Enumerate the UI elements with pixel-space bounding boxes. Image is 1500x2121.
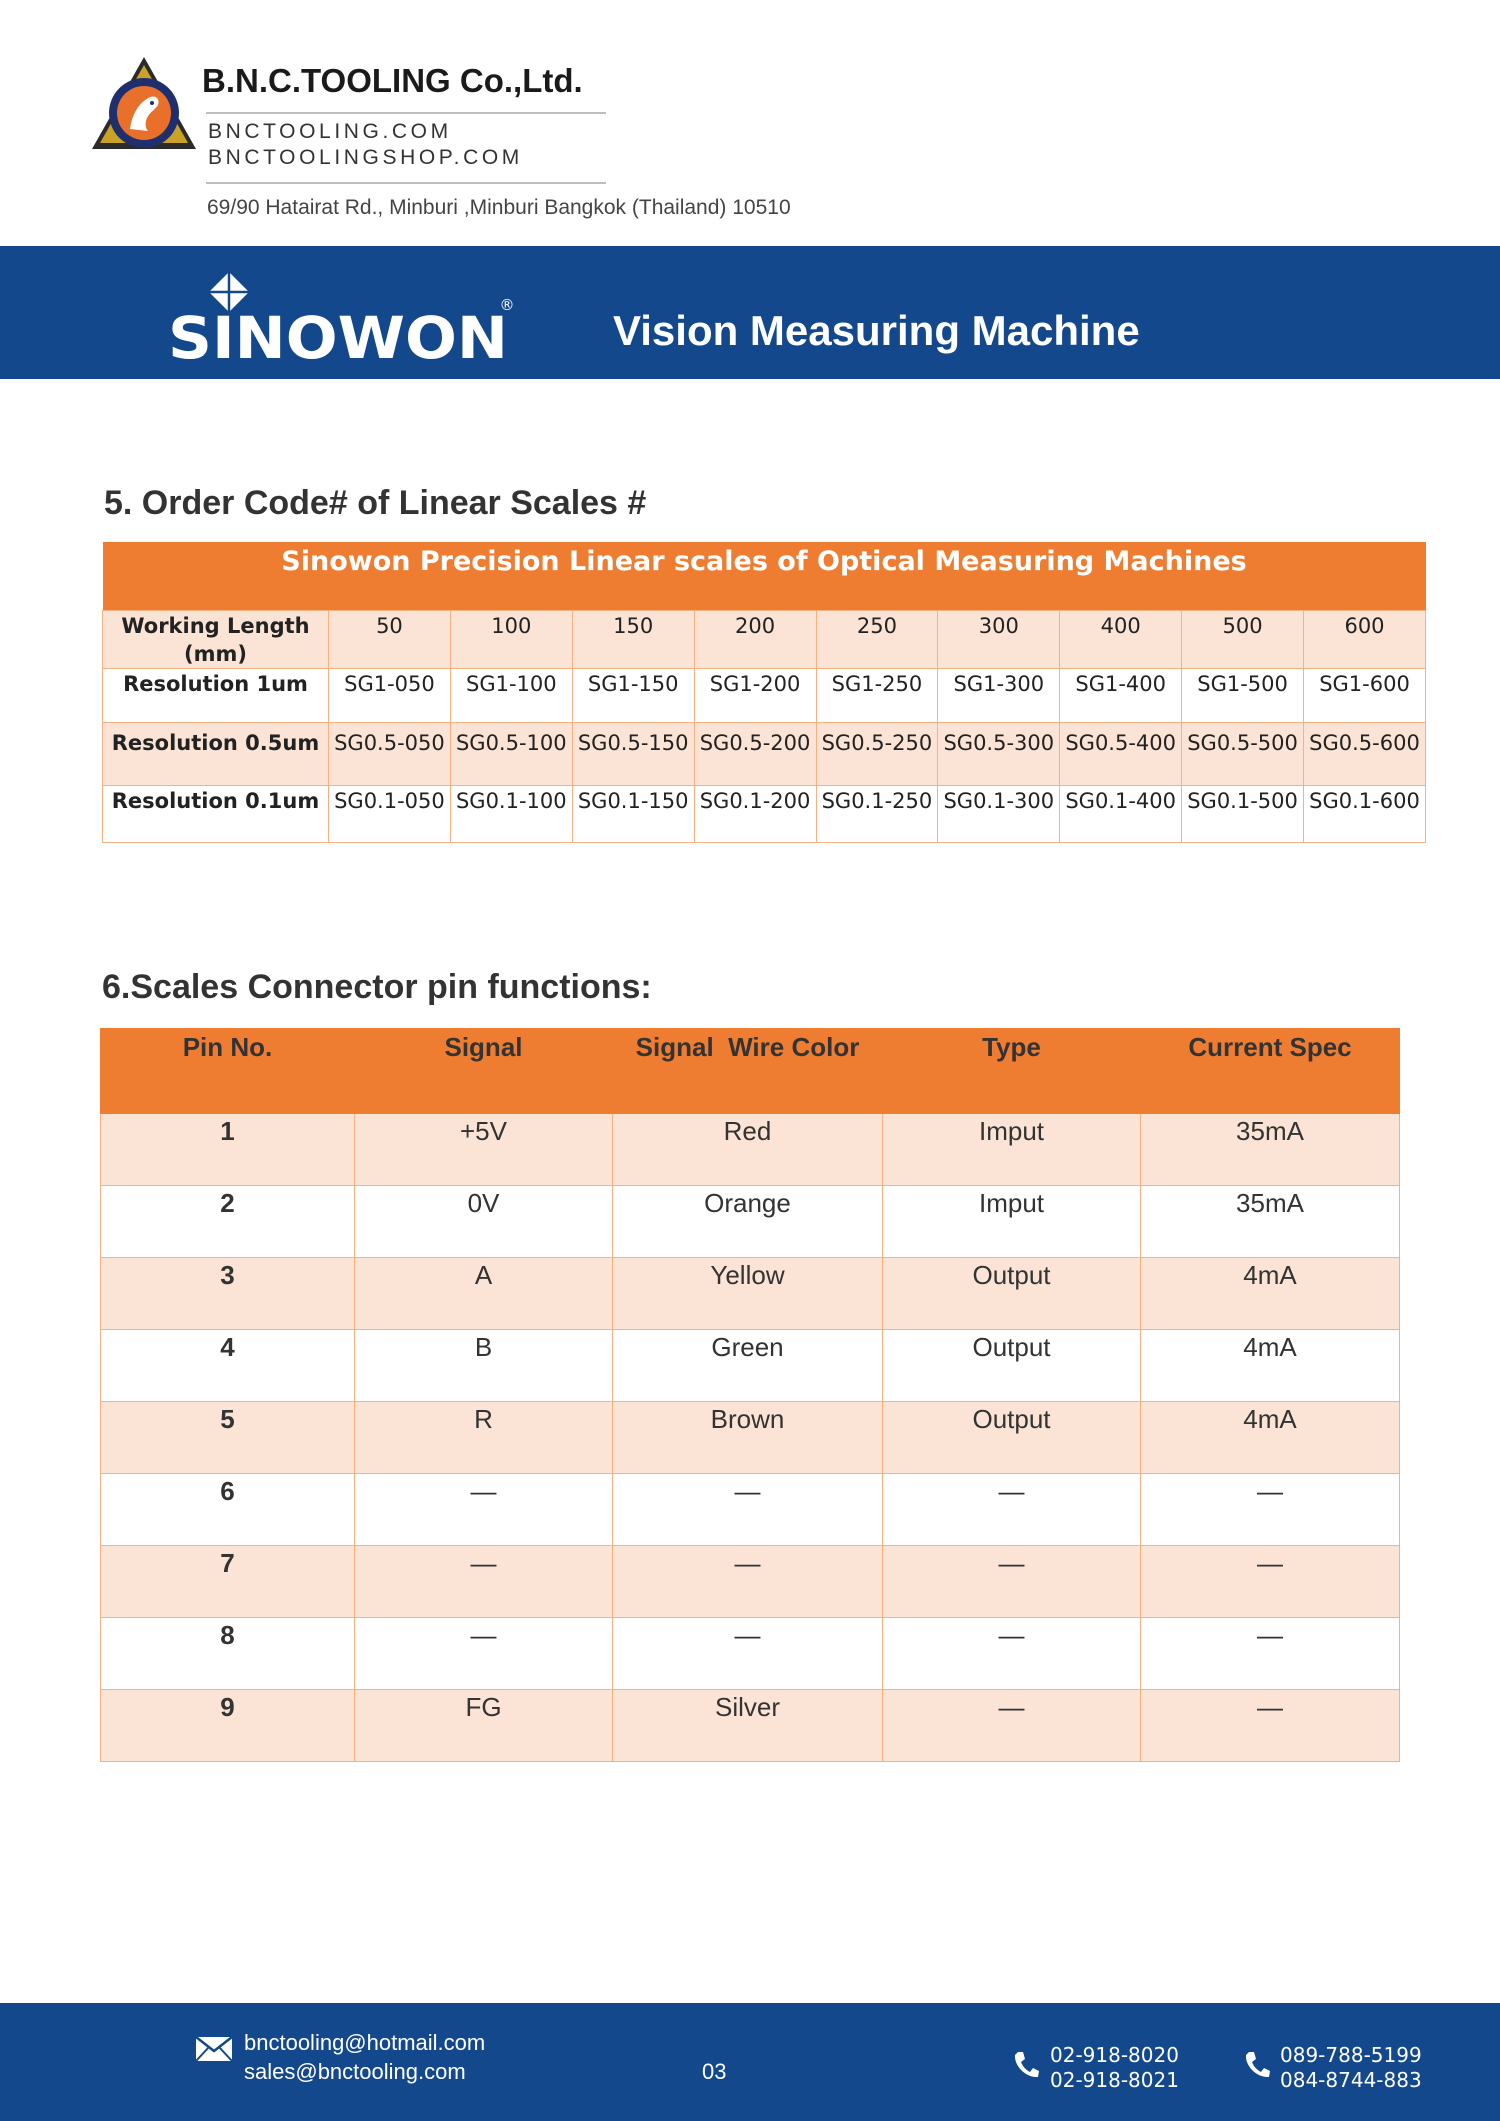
table-cell: SG0.5-500 (1182, 723, 1304, 786)
table-cell: SG0.1-250 (816, 786, 938, 843)
signal-cell: B (355, 1330, 613, 1402)
pin-number: 4 (101, 1330, 355, 1402)
email-link[interactable]: sales@bnctooling.com (244, 2059, 466, 2084)
table-row (101, 1114, 1400, 1186)
table-cell: 50 (329, 611, 451, 669)
brand-wordmark: SINOWON (168, 304, 508, 366)
signal-cell: 0V (355, 1186, 613, 1258)
table-cell: SG1-600 (1304, 669, 1426, 723)
table-header-row (101, 1029, 1400, 1114)
table-row (101, 1546, 1400, 1618)
table-row (103, 786, 1426, 843)
table-cell: SG0.1-100 (450, 786, 572, 843)
wire-color-cell: — (613, 1474, 883, 1546)
table-cell: SG0.5-200 (694, 723, 816, 786)
current-spec-cell: — (1141, 1474, 1400, 1546)
table-cell: SG0.1-600 (1304, 786, 1426, 843)
table-cell: SG0.1-150 (572, 786, 694, 843)
company-address: 69/90 Hatairat Rd., Minburi ,Minburi Bangkok (Thailand) 10510 (207, 196, 791, 219)
column-header: Signal Wire Color (613, 1029, 883, 1114)
type-cell: Output (883, 1258, 1141, 1330)
type-cell: — (883, 1474, 1141, 1546)
current-spec-cell: 4mA (1141, 1330, 1400, 1402)
signal-cell: FG (355, 1690, 613, 1762)
table-cell: SG0.5-250 (816, 723, 938, 786)
wire-color-cell: Silver (613, 1690, 883, 1762)
type-cell: Imput (883, 1186, 1141, 1258)
table-cell: 250 (816, 611, 938, 669)
table-cell: SG0.1-500 (1182, 786, 1304, 843)
header-divider (206, 112, 606, 114)
table-cell: 200 (694, 611, 816, 669)
table-cell: SG0.1-400 (1060, 786, 1182, 843)
company-logo (90, 55, 198, 153)
pin-number: 1 (101, 1114, 355, 1186)
table-cell: SG0.5-600 (1304, 723, 1426, 786)
current-spec-cell: 4mA (1141, 1402, 1400, 1474)
phone-number[interactable]: 089-788-5199 (1280, 2043, 1422, 2067)
current-spec-cell: — (1141, 1546, 1400, 1618)
current-spec-cell: 35mA (1141, 1114, 1400, 1186)
table-row (101, 1690, 1400, 1762)
signal-cell: — (355, 1618, 613, 1690)
column-header: Type (883, 1029, 1141, 1114)
current-spec-cell: 4mA (1141, 1258, 1400, 1330)
phone-icon (1243, 2050, 1271, 2080)
table-cell: SG1-300 (938, 669, 1060, 723)
table-cell: SG1-200 (694, 669, 816, 723)
row-label: Resolution 0.5um (103, 723, 329, 786)
wire-color-cell: Brown (613, 1402, 883, 1474)
column-header: Current Spec (1141, 1029, 1400, 1114)
current-spec-cell: — (1141, 1690, 1400, 1762)
website-2[interactable]: BNCTOOLINGSHOP.COM (208, 146, 523, 169)
header-divider (206, 182, 606, 184)
table-cell: SG0.5-300 (938, 723, 1060, 786)
wire-color-cell: — (613, 1546, 883, 1618)
website-1[interactable]: BNCTOOLING.COM (208, 120, 452, 143)
column-header: Pin No. (101, 1029, 355, 1114)
type-cell: Output (883, 1330, 1141, 1402)
phone-number[interactable]: 02-918-8021 (1050, 2068, 1179, 2092)
table-cell: 600 (1304, 611, 1426, 669)
table-cell: SG0.5-150 (572, 723, 694, 786)
wire-color-cell: Red (613, 1114, 883, 1186)
table-cell: SG0.1-050 (329, 786, 451, 843)
table-row (103, 723, 1426, 786)
email-link[interactable]: bnctooling@hotmail.com (244, 2030, 486, 2055)
wire-color-cell: Green (613, 1330, 883, 1402)
pin-number: 9 (101, 1690, 355, 1762)
type-cell: Imput (883, 1114, 1141, 1186)
order-code-table (102, 542, 1426, 843)
section-5-title: 5. Order Code# of Linear Scales # (104, 484, 647, 522)
table-cell: 400 (1060, 611, 1182, 669)
signal-cell: R (355, 1402, 613, 1474)
table-cell: 150 (572, 611, 694, 669)
footer-bar (0, 2003, 1500, 2121)
pin-number: 2 (101, 1186, 355, 1258)
table-cell: SG0.5-050 (329, 723, 451, 786)
type-cell: — (883, 1618, 1141, 1690)
section-6-title: 6.Scales Connector pin functions: (102, 968, 652, 1006)
table-row (101, 1186, 1400, 1258)
row-label: Resolution 1um (103, 669, 329, 723)
type-cell: — (883, 1546, 1141, 1618)
current-spec-cell: 35mA (1141, 1186, 1400, 1258)
type-cell: Output (883, 1402, 1141, 1474)
pin-number: 6 (101, 1474, 355, 1546)
wire-color-cell: Orange (613, 1186, 883, 1258)
table-cell: 300 (938, 611, 1060, 669)
table-cell: 100 (450, 611, 572, 669)
row-label: Resolution 0.1um (103, 786, 329, 843)
pin-number: 8 (101, 1618, 355, 1690)
pin-number: 7 (101, 1546, 355, 1618)
table-cell: SG1-050 (329, 669, 451, 723)
table-row (103, 669, 1426, 723)
phone-number[interactable]: 084-8744-883 (1280, 2068, 1422, 2092)
row-label: Working Length (mm) (103, 611, 329, 669)
banner-title: Vision Measuring Machine (613, 307, 1140, 354)
table-row (101, 1474, 1400, 1546)
signal-cell: — (355, 1474, 613, 1546)
phone-icon (1012, 2050, 1040, 2080)
table-cell: SG1-150 (572, 669, 694, 723)
signal-cell: A (355, 1258, 613, 1330)
table-cell: SG0.1-300 (938, 786, 1060, 843)
pin-number: 5 (101, 1402, 355, 1474)
signal-cell: +5V (355, 1114, 613, 1186)
table-cell: SG1-100 (450, 669, 572, 723)
table-row (101, 1330, 1400, 1402)
wire-color-cell: Yellow (613, 1258, 883, 1330)
table-cell: SG0.5-100 (450, 723, 572, 786)
table-cell: SG1-400 (1060, 669, 1182, 723)
phone-number[interactable]: 02-918-8020 (1050, 2043, 1179, 2067)
table-row (101, 1402, 1400, 1474)
table-cell: SG0.5-400 (1060, 723, 1182, 786)
table-row (103, 611, 1426, 669)
table-row (101, 1258, 1400, 1330)
registered-mark: ® (499, 296, 514, 314)
current-spec-cell: — (1141, 1618, 1400, 1690)
sinowon-logo (162, 270, 514, 366)
table-cell: SG1-500 (1182, 669, 1304, 723)
column-header: Signal (355, 1029, 613, 1114)
table-row (101, 1618, 1400, 1690)
type-cell: — (883, 1690, 1141, 1762)
table-caption: Sinowon Precision Linear scales of Optical Measuring Machines (103, 542, 1426, 611)
pin-number: 3 (101, 1258, 355, 1330)
company-name: B.N.C.TOOLING Co.,Ltd. (202, 62, 583, 99)
pin-functions-table (100, 1028, 1400, 1762)
wire-color-cell: — (613, 1618, 883, 1690)
signal-cell: — (355, 1546, 613, 1618)
table-cell: SG1-250 (816, 669, 938, 723)
page-number: 03 (702, 2059, 727, 2084)
table-cell: 500 (1182, 611, 1304, 669)
envelope-icon (195, 2036, 233, 2062)
table-cell: SG0.1-200 (694, 786, 816, 843)
